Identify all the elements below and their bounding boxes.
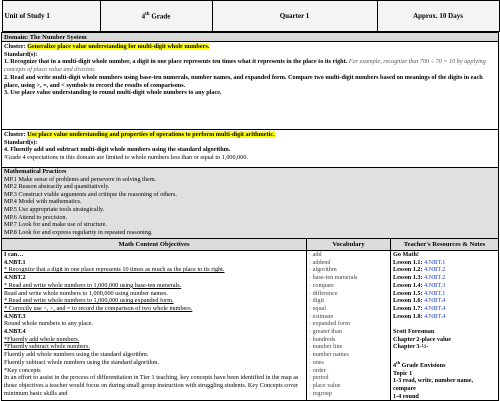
vocab-item: · estimate	[309, 312, 334, 320]
practice-item: MP.7 Look for and make use of structure.	[4, 221, 107, 229]
approx-days: Approx. 10 Days	[377, 1, 499, 32]
objective-2d: * Correctly use <, >, and = to record the comparison of two whole numbers.	[4, 304, 193, 312]
objective-4a: *Fluently add whole numbers.	[4, 335, 80, 343]
lesson-standard: 4.NBT.4	[422, 297, 446, 305]
domain-row: Domain: The Number System	[2, 33, 499, 42]
lesson-standard: 4.NBT.4	[422, 312, 446, 320]
practice-item: MP.3 Construct viable arguments and critique the reasoning of others.	[4, 190, 177, 198]
unit-of-study: Unit of Study 1	[2, 1, 100, 32]
topic-label: Topic 1	[393, 369, 413, 377]
lesson-label: Lesson 1.8:	[393, 312, 423, 320]
vocabulary-cell	[307, 251, 391, 401]
objective-4b: *Fluently subtract whole numbers.	[4, 343, 90, 351]
math-practices	[2, 168, 499, 239]
grade-word: Grade	[149, 12, 171, 21]
vocabulary-header: Vocabulary	[307, 239, 391, 251]
vocab-item: · place value	[309, 381, 341, 389]
objective-2a: * Read and write whole numbers to 1,000,000 using base-ten numerals.	[4, 281, 182, 289]
key-concepts-label: *Key concepts	[4, 366, 41, 374]
nbt-2-label: 4.NBT.2	[4, 274, 26, 282]
envisions-grade-suffix: th	[396, 359, 401, 365]
cluster-1-standards-label: Standard(s):	[4, 50, 38, 58]
vocab-item: · expanded form	[309, 320, 350, 328]
lesson-standard: 4.NBT.1	[422, 258, 446, 266]
vocab-item: · greater than	[309, 328, 342, 336]
vocab-item: · order	[309, 366, 326, 374]
vocab-item: · difference	[309, 289, 338, 297]
grade-note: ²Grade 4 expectations in this domain are limited to whole numbers less than or equal to 1,000,000.	[4, 154, 248, 162]
curriculum-table	[1, 0, 499, 401]
chapter-2: Chapter 2-place value	[393, 335, 451, 343]
curriculum-document	[1, 0, 498, 401]
vocab-item: · ones	[309, 358, 324, 366]
topic-compare: compare	[393, 385, 416, 393]
lesson-standard: 4.NBT.3	[422, 281, 446, 289]
topic-1-3: 1-3 read, write, number name,	[393, 377, 474, 385]
cluster-2	[2, 130, 499, 168]
practice-item: MP.5 Use appropriate tools strategically.	[4, 205, 105, 213]
resources-cell	[391, 251, 499, 401]
nbt-3-label: 4.NBT.3	[4, 312, 26, 320]
vocab-item: · equal	[309, 304, 327, 312]
objective-2c: * Read and write whole numbers to 1,000,000 using expanded form.	[4, 297, 174, 305]
vocab-item: · algorithm	[309, 266, 337, 274]
cluster-2-prefix: Cluster:	[4, 131, 28, 138]
vocab-item: · number names	[309, 351, 349, 359]
objectives-header: Math Content Objectives	[2, 239, 307, 251]
lesson-standard: 4.NBT.4	[422, 304, 446, 312]
lesson-standard: 4.NBT.2	[422, 274, 446, 282]
objective-4c: Fluently add whole numbers using the standard algorithm.	[4, 351, 149, 359]
objective-4d: Fluently subtract whole numbers using the standard algorithm.	[4, 358, 160, 366]
practice-item: MP.8 Look for and express regularity in repeated reasoning.	[4, 228, 153, 236]
vocab-item: · regroup	[309, 389, 332, 397]
ican-label: I can…	[4, 251, 24, 258]
nbt-1-label: 4.NBT.1	[4, 258, 26, 266]
vocab-item: · add	[309, 251, 322, 258]
standard-3: 3. Use place value understanding to round multi-digit whole numbers to any place.	[4, 89, 222, 97]
practice-item: MP.6 Attend to precision.	[4, 213, 68, 221]
nbt-4-label: 4.NBT.4	[4, 328, 26, 336]
chapter-3: Chapter 3-½-	[393, 343, 429, 351]
lesson-standard: 4.NBT.1	[422, 289, 446, 297]
quarter: Quarter 1	[212, 1, 377, 32]
standard-1-example: For example, recognize that 700 ÷ 70 = 10 by applying concepts of place value and division.	[4, 58, 486, 74]
envisions-grade-number: 4	[393, 361, 397, 369]
practice-item: MP.4 Model with mathematics.	[4, 198, 82, 206]
objective-3: Round whole numbers to any place.	[4, 320, 94, 328]
grade-cell	[100, 1, 212, 32]
cluster-2-title: Use place value understanding and properties of operations to perform multi-digit arithmetic.	[27, 131, 275, 138]
lesson-label: Lesson 1.3:	[393, 274, 423, 282]
grade-number: 4	[141, 12, 146, 21]
practices-title: Mathematical Practices	[4, 168, 67, 175]
envisions-title: Grade Envisions	[400, 361, 446, 369]
lesson-label: Lesson 1.1:	[393, 258, 423, 266]
objective-2b: Read and write whole numbers to 1,000,000 using number names.	[4, 289, 168, 297]
vocab-item: · digit	[309, 297, 324, 305]
go-math-label: Go Math!	[393, 251, 419, 258]
vocab-item: · addend	[309, 258, 331, 266]
objective-1: * Recognize that a digit in one place represents 10 times as much as the place to its right.	[4, 266, 225, 274]
cluster-1	[2, 42, 499, 130]
practice-item: MP.2 Reason abstractly and quantitatively.	[4, 183, 110, 191]
scott-foresman-label: Scott Foresman	[393, 328, 435, 336]
standard-4: 4. Fluently add and subtract multi-digit whole numbers using the standard algorithm.	[4, 146, 231, 154]
vocab-item: · base-ten numerals	[309, 274, 358, 282]
envisions-label	[393, 359, 496, 370]
lesson-label: Lesson 1.7:	[393, 304, 423, 312]
lesson-label: Lesson 1.2:	[393, 266, 423, 274]
standard-1: 1. Recognize that in a multi-digit whole number, a digit in one place represents ten times what it represents in the place to its right.	[4, 58, 348, 66]
cluster-1-title: Generalize place value understanding for multi-digit whole numbers.	[27, 43, 210, 50]
key-concepts-paragraph: In an effort to assist in the process of differentiation in Tier 1 teaching, key concepts have been identified in the map as those objectives a teacher would focus on during small group instruction with struggling students. Key Concepts cover minimum basic skills and	[4, 374, 299, 397]
lesson-standard: 4.NBT.2	[422, 266, 446, 274]
lesson-label: Lesson 1.6:	[393, 297, 423, 305]
cluster-1-prefix: Cluster:	[4, 43, 28, 50]
vocab-item: · period	[309, 374, 329, 382]
header-row	[2, 0, 499, 33]
vocab-item: · compare	[309, 281, 334, 289]
standard-2: 2. Read and write multi-digit whole numbers using base-ten numerals, number names, and expanded form. Compare two multi-digit numbers based on meanings of the digits in each place, using >, =, and < symbols to record the results of comparisons.	[4, 73, 483, 89]
vocab-item: · hundreds	[309, 335, 336, 343]
objectives-cell	[2, 251, 307, 401]
resources-header: Teacher's Resources & Notes	[391, 239, 499, 251]
vocab-item: · number line	[309, 343, 343, 351]
grade-suffix: th	[145, 11, 150, 17]
lesson-label: Lesson 1.5:	[393, 289, 423, 297]
practice-item: MP.1 Make sense of problems and persevere in solving them.	[4, 175, 157, 183]
column-header-row	[2, 239, 499, 251]
cluster-2-standards-label: Standard(s):	[4, 138, 38, 146]
lesson-label: Lesson 1.4:	[393, 281, 423, 289]
topic-1-4: 1-4 round	[393, 392, 419, 400]
